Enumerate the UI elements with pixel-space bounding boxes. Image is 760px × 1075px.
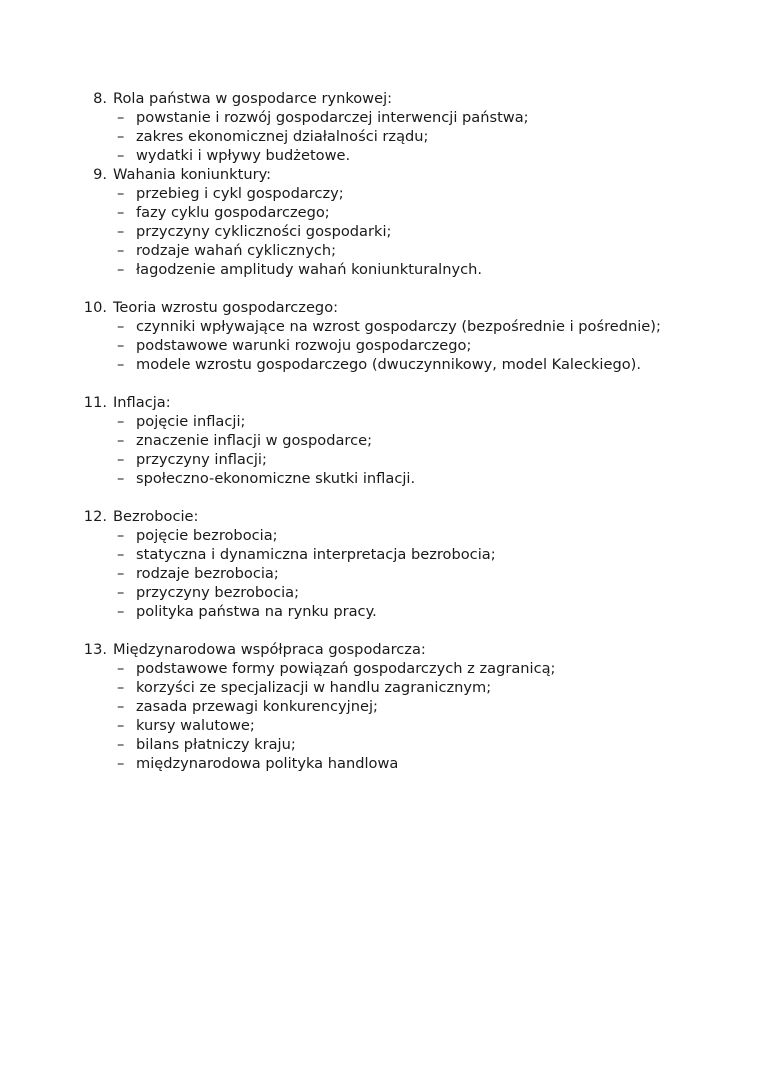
section-heading — [0, 89, 760, 108]
section-13 — [0, 640, 760, 773]
section-title: Wahania koniunktury: — [113, 166, 272, 183]
list-item: – przyczyny inflacji; — [117, 451, 267, 468]
dash-bullet-icon: – — [117, 432, 125, 449]
list-item: – wydatki i wpływy budżetowe. — [117, 147, 351, 164]
dash-bullet-icon: – — [117, 356, 125, 373]
list-item: – przyczyny bezrobocia; — [117, 584, 300, 601]
list-item: – łagodzenie amplitudy wahań koniunkturalnych. — [117, 261, 482, 278]
section-title: Teoria wzrostu gospodarczego: — [113, 299, 339, 316]
list-item: – bilans płatniczy kraju; — [117, 736, 296, 753]
dash-bullet-icon: – — [117, 223, 125, 240]
dash-bullet-icon: – — [117, 109, 125, 126]
list-item: – międzynarodowa polityka handlowa — [117, 755, 399, 772]
list-item: – społeczno-ekonomiczne skutki inflacji. — [117, 470, 416, 487]
section-number: 11. — [83, 394, 107, 411]
dash-bullet-icon: – — [117, 147, 125, 164]
section-number: 9. — [93, 166, 107, 183]
section-11 — [0, 393, 760, 488]
section-number: 10. — [83, 299, 107, 316]
section-number: 12. — [83, 508, 107, 525]
dash-bullet-icon: – — [117, 261, 125, 278]
list-item: – fazy cyklu gospodarczego; — [117, 204, 330, 221]
list-item: – przyczyny cykliczności gospodarki; — [117, 223, 392, 240]
list-item: – podstawowe formy powiązań gospodarczych z zagranicą; — [117, 660, 556, 677]
section-heading — [0, 298, 760, 317]
dash-bullet-icon: – — [117, 660, 125, 677]
list-item: – polityka państwa na rynku pracy. — [117, 603, 377, 620]
section-8 — [0, 89, 760, 165]
list-item: – rodzaje bezrobocia; — [117, 565, 279, 582]
list-item: – pojęcie inflacji; — [117, 413, 246, 430]
dash-bullet-icon: – — [117, 337, 125, 354]
dash-bullet-icon: – — [117, 603, 125, 620]
list-item: – znaczenie inflacji w gospodarce; — [117, 432, 373, 449]
section-number: 13. — [83, 641, 107, 658]
dash-bullet-icon: – — [117, 527, 125, 544]
dash-bullet-icon: – — [117, 128, 125, 145]
dash-bullet-icon: – — [117, 736, 125, 753]
dash-bullet-icon: – — [117, 204, 125, 221]
section-10 — [0, 298, 760, 374]
list-item: – pojęcie bezrobocia; — [117, 527, 278, 544]
section-12 — [0, 507, 760, 621]
list-item: – rodzaje wahań cyklicznych; — [117, 242, 337, 259]
section-title: Rola państwa w gospodarce rynkowej: — [113, 90, 393, 107]
dash-bullet-icon: – — [117, 698, 125, 715]
document-page — [0, 89, 760, 773]
section-title: Bezrobocie: — [113, 508, 199, 525]
section-9 — [0, 165, 760, 279]
list-item: – statyczna i dynamiczna interpretacja bezrobocia; — [117, 546, 496, 563]
dash-bullet-icon: – — [117, 679, 125, 696]
list-item: – zakres ekonomicznej działalności rządu; — [117, 128, 429, 145]
list-item: – modele wzrostu gospodarczego (dwuczynnikowy, model Kaleckiego). — [117, 356, 641, 373]
dash-bullet-icon: – — [117, 185, 125, 202]
list-item: – czynniki wpływające na wzrost gospodarczy (bezpośrednie i pośrednie); — [117, 318, 661, 335]
dash-bullet-icon: – — [117, 565, 125, 582]
section-title: Inflacja: — [113, 394, 171, 411]
section-heading — [0, 507, 760, 526]
dash-bullet-icon: – — [117, 451, 125, 468]
list-item: – podstawowe warunki rozwoju gospodarczego; — [117, 337, 472, 354]
section-title: Międzynarodowa współpraca gospodarcza: — [113, 641, 426, 658]
section-number: 8. — [93, 90, 107, 107]
list-item: – przebieg i cykl gospodarczy; — [117, 185, 344, 202]
section-heading — [0, 165, 760, 184]
dash-bullet-icon: – — [117, 755, 125, 772]
dash-bullet-icon: – — [117, 470, 125, 487]
dash-bullet-icon: – — [117, 242, 125, 259]
dash-bullet-icon: – — [117, 717, 125, 734]
dash-bullet-icon: – — [117, 318, 125, 335]
list-item: – powstanie i rozwój gospodarczej interwencji państwa; — [117, 109, 529, 126]
section-heading — [0, 393, 760, 412]
list-item: – korzyści ze specjalizacji w handlu zagranicznym; — [117, 679, 492, 696]
section-heading — [0, 640, 760, 659]
list-item: – zasada przewagi konkurencyjnej; — [117, 698, 378, 715]
list-item: – kursy walutowe; — [117, 717, 255, 734]
dash-bullet-icon: – — [117, 413, 125, 430]
dash-bullet-icon: – — [117, 546, 125, 563]
dash-bullet-icon: – — [117, 584, 125, 601]
